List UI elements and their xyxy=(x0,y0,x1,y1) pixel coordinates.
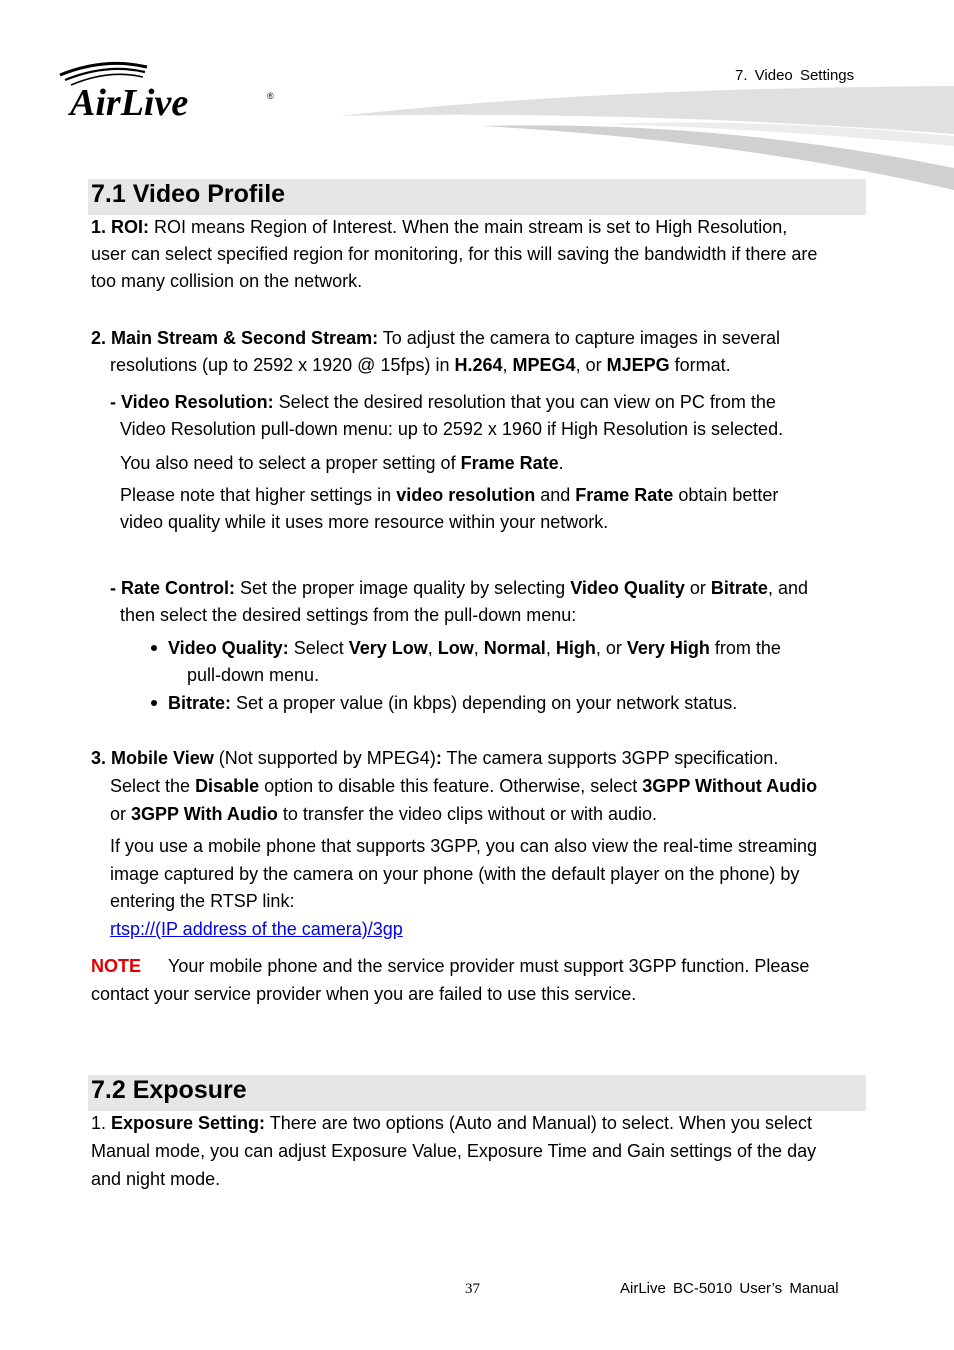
airlive-logo xyxy=(55,55,285,125)
exposure-line-1: 1. Exposure Setting: There are two options (Auto and Manual) to select. When you select xyxy=(91,1113,813,1133)
page-number: 37 xyxy=(465,1281,480,1297)
note-line-1: Your mobile phone and the service provider must support 3GPP function. Please xyxy=(168,956,810,976)
note-line-2: contact your service provider when you are failed to use this service. xyxy=(91,984,637,1004)
bullet-dot xyxy=(151,700,157,706)
roi-line-3: too many collision on the network. xyxy=(91,271,363,291)
roi-line-2: user can select specified region for monitoring, for this will saving the bandwidth if there are xyxy=(91,244,818,264)
video-quality-bullet: Video Quality: Select Very Low, Low, Normal, High, or Very High from the xyxy=(168,638,781,658)
header-section-label: 7. Video Settings xyxy=(735,67,855,84)
mobile-view-line-1: 3. Mobile View (Not supported by MPEG4): The camera supports 3GPP specification. xyxy=(91,748,779,768)
exposure-line-3: and night mode. xyxy=(91,1169,221,1189)
svg-text:AirLive: AirLive xyxy=(70,82,189,124)
section-title-exposure: 7.2 Exposure xyxy=(91,1076,247,1104)
video-resolution-line-5: video quality while it uses more resource within your network. xyxy=(120,512,609,532)
bullet-dot xyxy=(151,645,157,651)
video-resolution-line-4: Please note that higher settings in video resolution and Frame Rate obtain better xyxy=(120,485,779,505)
exposure-line-2: Manual mode, you can adjust Exposure Value, Exposure Time and Gain settings of the day xyxy=(91,1141,817,1161)
note-label: NOTE xyxy=(91,956,142,976)
rate-control-line-2: then select the desired settings from the pull-down menu: xyxy=(120,605,577,625)
rtsp-link[interactable]: rtsp://(IP address of the camera)/3gp xyxy=(110,919,403,939)
main-stream-line-1: 2. Main Stream & Second Stream: To adjust the camera to capture images in several xyxy=(91,328,780,348)
rate-control-line-1: - Rate Control: Set the proper image quality by selecting Video Quality or Bitrate, and xyxy=(110,578,808,598)
roi-line-1: 1. ROI: ROI means Region of Interest. When the main stream is set to High Resolution, xyxy=(91,217,788,237)
footer-manual-title: AirLive BC-5010 User’s Manual xyxy=(620,1280,839,1297)
header-swoosh-decoration xyxy=(340,80,954,195)
mobile-view-line-6: entering the RTSP link: xyxy=(110,891,295,911)
bitrate-bullet: Bitrate: Set a proper value (in kbps) depending on your network status. xyxy=(168,693,738,713)
video-resolution-line-3: You also need to select a proper setting of Frame Rate. xyxy=(120,453,564,473)
mobile-view-line-4: If you use a mobile phone that supports 3GPP, you can also view the real-time streaming xyxy=(110,836,818,856)
mobile-view-line-3: or 3GPP With Audio to transfer the video clips without or with audio. xyxy=(110,804,658,824)
mobile-view-line-5: image captured by the camera on your phone (with the default player on the phone) by xyxy=(110,864,800,884)
svg-text:®: ® xyxy=(267,91,274,101)
video-resolution-line-2: Video Resolution pull-down menu: up to 2592 x 1960 if High Resolution is selected. xyxy=(120,419,784,439)
mobile-view-line-2: Select the Disable option to disable this feature. Otherwise, select 3GPP Without Audio xyxy=(110,776,818,796)
main-stream-line-2: resolutions (up to 2592 x 1920 @ 15fps) in H.264, MPEG4, or MJEPG format. xyxy=(110,355,731,375)
video-quality-bullet-line-2: pull-down menu. xyxy=(187,665,320,685)
section-title-video-profile: 7.1 Video Profile xyxy=(91,180,286,208)
video-resolution-line-1: - Video Resolution: Select the desired resolution that you can view on PC from the xyxy=(110,392,776,412)
